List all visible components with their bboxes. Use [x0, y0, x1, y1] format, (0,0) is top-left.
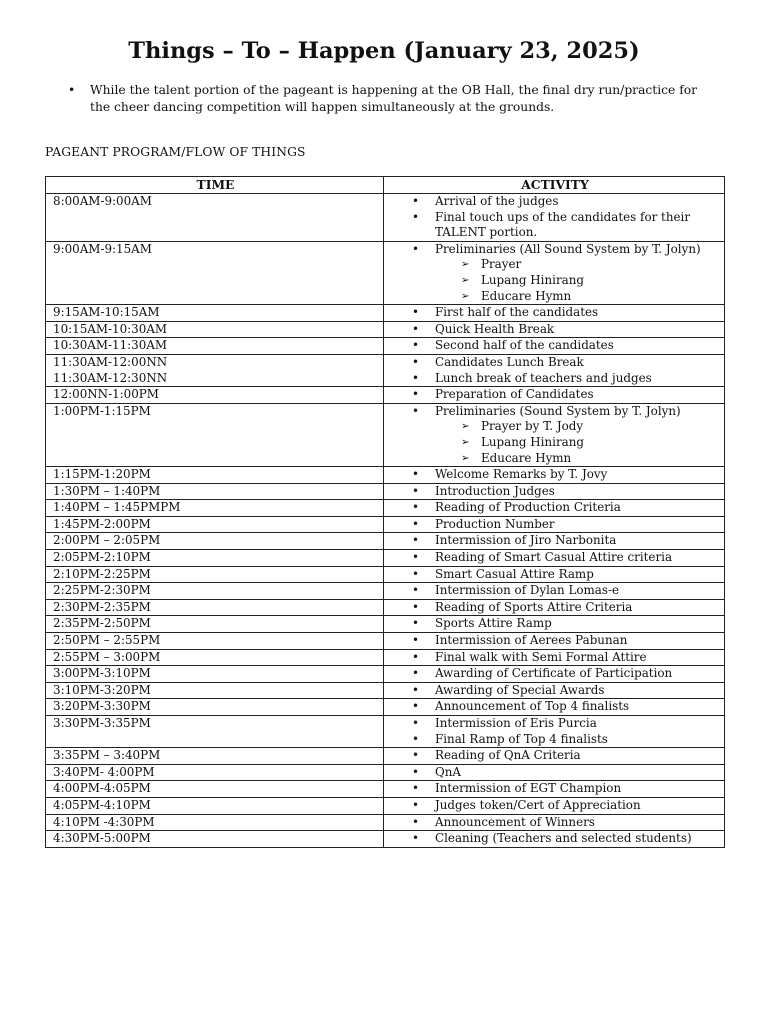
bullet-icon: • — [412, 516, 420, 531]
bullet-icon: • — [412, 403, 420, 418]
sub-activity-text: Educare Hymn — [481, 450, 572, 465]
bullet-icon: • — [412, 716, 420, 730]
activity-list — [390, 550, 720, 566]
time-value: 9:15AM-10:15AM — [53, 305, 160, 320]
time-cell — [46, 682, 384, 699]
activity-cell — [384, 467, 725, 484]
table-row — [46, 354, 725, 386]
time-value: 2:35PM-2:50PM — [53, 616, 151, 631]
activity-cell — [384, 516, 725, 533]
activity-item — [390, 732, 720, 748]
activity-list — [390, 815, 720, 831]
activity-item — [390, 484, 720, 500]
activity-item — [390, 699, 720, 715]
bullet-icon: • — [412, 354, 420, 369]
time-cell — [46, 781, 384, 798]
activity-list — [390, 404, 720, 466]
table-row — [46, 682, 725, 699]
activity-text: Smart Casual Attire Ramp — [435, 566, 594, 581]
activity-list — [390, 699, 720, 715]
activity-cell — [384, 831, 725, 848]
time-cell — [46, 616, 384, 633]
activity-item — [390, 583, 720, 599]
time-value: 11:30AM-12:30NN — [53, 370, 168, 385]
table-row — [46, 403, 725, 466]
time-value: 9:00AM-9:15AM — [53, 241, 152, 256]
activity-text: Sports Attire Ramp — [435, 616, 552, 631]
activity-cell — [384, 649, 725, 666]
activity-text: Judges token/Cert of Appreciation — [435, 797, 641, 812]
activity-list — [390, 338, 720, 354]
time-cell — [46, 716, 384, 748]
activity-cell — [384, 599, 725, 616]
sub-activity-item — [435, 257, 720, 273]
arrow-bullet-icon: ➢ — [461, 274, 470, 286]
time-cell — [46, 831, 384, 848]
activity-text: Final Ramp of Top 4 finalists — [435, 731, 608, 746]
activity-text: Awarding of Certificate of Participation — [435, 666, 673, 681]
time-cell — [46, 748, 384, 765]
activity-cell — [384, 716, 725, 748]
activity-item — [390, 533, 720, 549]
activity-cell — [384, 764, 725, 781]
activity-text: Reading of Smart Casual Attire criteria — [435, 550, 673, 565]
activity-list — [390, 467, 720, 483]
table-row — [46, 305, 725, 322]
arrow-bullet-icon: ➢ — [461, 290, 470, 302]
time-column-header: TIME — [46, 177, 384, 194]
activity-cell — [384, 387, 725, 404]
time-value: 3:00PM-3:10PM — [53, 666, 151, 681]
time-value: 3:20PM-3:30PM — [53, 699, 151, 714]
activity-item — [390, 517, 720, 533]
activity-item — [390, 387, 720, 403]
activity-text: Introduction Judges — [435, 483, 555, 498]
bullet-icon: • — [412, 241, 420, 256]
activity-item — [390, 815, 720, 831]
time-value: 2:10PM-2:25PM — [53, 566, 151, 581]
activity-text: Reading of Production Criteria — [435, 500, 621, 515]
intro-note: • While the talent portion of the pageant is happening at the OB Hall, the final dry run/practice for the cheer dancing competition will happen simultaneously at the grounds. — [70, 82, 710, 115]
activity-text: QnA — [435, 764, 461, 779]
activity-text: Quick Health Break — [435, 321, 555, 336]
activity-item — [390, 567, 720, 583]
activity-item — [390, 798, 720, 814]
activity-item — [390, 765, 720, 781]
activity-text: Second half of the candidates — [435, 338, 614, 353]
activity-text: Intermission of Aerees Pabunan — [435, 633, 628, 648]
arrow-bullet-icon: ➢ — [461, 421, 470, 433]
time-value: 4:30PM-5:00PM — [53, 831, 151, 846]
activity-list — [390, 355, 720, 386]
time-value: 1:45PM-2:00PM — [53, 516, 151, 531]
table-row — [46, 338, 725, 355]
page-title: Things – To – Happen (January 23, 2025) — [128, 38, 640, 64]
activity-list — [390, 748, 720, 764]
activity-list — [390, 387, 720, 403]
table-row — [46, 599, 725, 616]
table-row — [46, 321, 725, 338]
activity-cell — [384, 699, 725, 716]
table-row — [46, 616, 725, 633]
activity-list — [390, 831, 720, 847]
bullet-icon: • — [412, 533, 420, 548]
time-cell — [46, 516, 384, 533]
table-row — [46, 748, 725, 765]
activity-text: Intermission of Eris Purcia — [435, 716, 597, 730]
activity-cell — [384, 194, 725, 242]
time-value: 1:30PM – 1:40PM — [53, 483, 161, 498]
table-row — [46, 194, 725, 242]
activity-cell — [384, 666, 725, 683]
sub-activity-item — [435, 273, 720, 289]
bullet-icon: • — [412, 194, 420, 208]
activity-item — [390, 616, 720, 632]
bullet-icon: • — [412, 500, 420, 515]
bullet-icon: • — [412, 781, 420, 796]
time-cell — [46, 354, 384, 386]
table-row — [46, 781, 725, 798]
time-cell — [46, 599, 384, 616]
bullet-icon: • — [412, 748, 420, 763]
time-cell — [46, 797, 384, 814]
sub-activity-item — [435, 435, 720, 451]
activity-text: Preparation of Candidates — [435, 387, 594, 402]
activity-text: Intermission of EGT Champion — [435, 781, 622, 796]
time-value: 1:15PM-1:20PM — [53, 467, 151, 482]
activity-text: Lunch break of teachers and judges — [435, 370, 652, 385]
time-value: 3:35PM – 3:40PM — [53, 748, 161, 763]
activity-cell — [384, 566, 725, 583]
time-value: 2:00PM – 2:05PM — [53, 533, 161, 548]
table-row — [46, 633, 725, 650]
activity-text: Announcement of Winners — [435, 814, 595, 829]
activity-cell — [384, 633, 725, 650]
activity-text: Reading of Sports Attire Criteria — [435, 599, 633, 614]
time-cell — [46, 403, 384, 466]
time-cell — [46, 467, 384, 484]
activity-cell — [384, 781, 725, 798]
table-row — [46, 831, 725, 848]
sub-activity-item — [435, 289, 720, 305]
activity-cell — [384, 338, 725, 355]
time-value: 1:40PM – 1:45PMPM — [53, 500, 181, 515]
time-value: 4:05PM-4:10PM — [53, 797, 151, 812]
activity-item — [390, 355, 720, 371]
activity-text: Final walk with Semi Formal Attire — [435, 649, 647, 664]
activity-cell — [384, 550, 725, 567]
bullet-icon: • — [412, 467, 420, 482]
activity-list — [390, 650, 720, 666]
activity-item — [390, 781, 720, 797]
activity-list — [390, 716, 720, 747]
time-cell — [46, 633, 384, 650]
time-value: 4:10PM -4:30PM — [53, 814, 155, 829]
activity-list — [390, 683, 720, 699]
bullet-icon: • — [412, 797, 420, 812]
activity-item — [390, 338, 720, 354]
activity-item — [390, 831, 720, 847]
time-cell — [46, 764, 384, 781]
sub-activity-text: Lupang Hinirang — [481, 272, 584, 287]
time-cell — [46, 649, 384, 666]
sub-activity-list — [435, 419, 720, 466]
activity-item — [390, 650, 720, 666]
activity-text: Final touch ups of the candidates for their TALENT portion. — [435, 209, 691, 240]
table-row — [46, 666, 725, 683]
table-row — [46, 467, 725, 484]
activity-list — [390, 484, 720, 500]
bullet-icon: • — [412, 305, 420, 320]
time-cell — [46, 533, 384, 550]
bullet-icon: • — [412, 566, 420, 581]
table-row — [46, 814, 725, 831]
time-value: 4:00PM-4:05PM — [53, 781, 151, 796]
activity-list — [390, 765, 720, 781]
activity-item — [390, 633, 720, 649]
sub-activity-text: Prayer — [481, 257, 522, 272]
activity-cell — [384, 616, 725, 633]
activity-text: Candidates Lunch Break — [435, 354, 584, 369]
section-label: PAGEANT PROGRAM/FLOW OF THINGS — [45, 145, 306, 159]
activity-column-header: ACTIVITY — [384, 177, 725, 194]
activity-text: Reading of QnA Criteria — [435, 748, 581, 763]
bullet-icon: • — [412, 616, 420, 631]
bullet-icon: • — [412, 666, 420, 681]
intro-list — [70, 82, 710, 115]
activity-cell — [384, 483, 725, 500]
activity-list — [390, 305, 720, 321]
time-value: 10:30AM-11:30AM — [53, 338, 168, 353]
activity-list — [390, 322, 720, 338]
sub-activity-list — [435, 257, 720, 304]
time-value: 12:00NN-1:00PM — [53, 387, 159, 402]
schedule-body — [46, 194, 725, 848]
bullet-icon: • — [412, 764, 420, 779]
time-cell — [46, 666, 384, 683]
time-cell — [46, 194, 384, 242]
time-value: 8:00AM-9:00AM — [53, 194, 152, 208]
activity-cell — [384, 241, 725, 304]
activity-item — [390, 716, 720, 732]
time-value: 1:00PM-1:15PM — [53, 403, 151, 418]
activity-text: First half of the candidates — [435, 305, 599, 320]
activity-cell — [384, 682, 725, 699]
time-value: 2:30PM-2:35PM — [53, 599, 151, 614]
activity-list — [390, 583, 720, 599]
bullet-icon: • — [412, 370, 420, 385]
time-cell — [46, 583, 384, 600]
activity-text: Arrival of the judges — [435, 194, 559, 208]
table-header-row — [46, 177, 725, 194]
table-row — [46, 583, 725, 600]
activity-list — [390, 666, 720, 682]
bullet-icon: • — [412, 599, 420, 614]
activity-list — [390, 194, 720, 241]
activity-cell — [384, 403, 725, 466]
activity-cell — [384, 321, 725, 338]
bullet-icon: • — [412, 387, 420, 402]
bullet-icon: • — [412, 699, 420, 714]
time-value: 3:40PM- 4:00PM — [53, 764, 155, 779]
activity-list — [390, 616, 720, 632]
arrow-bullet-icon: ➢ — [461, 452, 470, 464]
time-cell — [46, 338, 384, 355]
arrow-bullet-icon: ➢ — [461, 436, 470, 448]
table-row — [46, 764, 725, 781]
activity-cell — [384, 533, 725, 550]
time-value: 10:15AM-10:30AM — [53, 321, 168, 336]
bullet-icon: • — [412, 682, 420, 697]
activity-text: Awarding of Special Awards — [435, 682, 605, 697]
activity-list — [390, 567, 720, 583]
bullet-icon: • — [412, 483, 420, 498]
bullet-icon: • — [412, 831, 420, 846]
activity-list — [390, 798, 720, 814]
bullet-icon: • — [412, 550, 420, 565]
activity-text: Production Number — [435, 516, 555, 531]
activity-item — [390, 194, 720, 210]
activity-cell — [384, 500, 725, 517]
activity-item — [390, 242, 720, 304]
activity-list — [390, 781, 720, 797]
activity-item — [390, 600, 720, 616]
activity-cell — [384, 748, 725, 765]
arrow-bullet-icon: ➢ — [461, 259, 470, 271]
activity-item — [390, 666, 720, 682]
table-row — [46, 716, 725, 748]
activity-cell — [384, 797, 725, 814]
activity-text: Intermission of Dylan Lomas-e — [435, 583, 620, 598]
activity-item — [390, 371, 720, 387]
activity-text: Preliminaries (All Sound System by T. Jolyn) — [435, 241, 701, 256]
time-cell — [46, 500, 384, 517]
activity-cell — [384, 305, 725, 322]
bullet-icon: • — [412, 731, 420, 746]
activity-list — [390, 517, 720, 533]
time-value: 11:30AM-12:00NN — [53, 354, 168, 369]
activity-item — [390, 404, 720, 466]
time-cell — [46, 566, 384, 583]
table-row — [46, 500, 725, 517]
activity-text: Welcome Remarks by T. Jovy — [435, 467, 608, 482]
time-cell — [46, 305, 384, 322]
bullet-icon: • — [412, 321, 420, 336]
activity-item — [390, 322, 720, 338]
sub-activity-text: Prayer by T. Jody — [481, 419, 584, 434]
time-cell — [46, 550, 384, 567]
activity-text: Announcement of Top 4 finalists — [435, 699, 630, 714]
activity-list — [390, 600, 720, 616]
time-cell — [46, 241, 384, 304]
time-cell — [46, 321, 384, 338]
activity-item — [390, 550, 720, 566]
activity-list — [390, 242, 720, 304]
activity-list — [390, 533, 720, 549]
activity-cell — [384, 814, 725, 831]
sub-activity-text: Educare Hymn — [481, 288, 572, 303]
activity-text: Intermission of Jiro Narbonita — [435, 533, 617, 548]
table-row — [46, 387, 725, 404]
time-value: 2:50PM – 2:55PM — [53, 633, 161, 648]
activity-item — [390, 500, 720, 516]
activity-cell — [384, 354, 725, 386]
activity-cell — [384, 583, 725, 600]
activity-list — [390, 500, 720, 516]
table-row — [46, 550, 725, 567]
bullet-icon: • — [412, 209, 420, 224]
time-value: 3:30PM-3:35PM — [53, 716, 151, 730]
bullet-icon: • — [412, 814, 420, 829]
activity-item — [390, 467, 720, 483]
time-cell — [46, 814, 384, 831]
activity-text: Cleaning (Teachers and selected students) — [435, 831, 692, 846]
table-row — [46, 649, 725, 666]
sub-activity-text: Lupang Hinirang — [481, 434, 584, 449]
activity-item — [390, 748, 720, 764]
schedule-table — [45, 176, 725, 848]
time-value: 3:10PM-3:20PM — [53, 682, 151, 697]
sub-activity-item — [435, 451, 720, 467]
table-row — [46, 797, 725, 814]
time-value: 2:25PM-2:30PM — [53, 583, 151, 598]
table-row — [46, 566, 725, 583]
bullet-icon: • — [412, 583, 420, 598]
activity-item — [390, 305, 720, 321]
bullet-icon: • — [412, 649, 420, 664]
time-cell — [46, 483, 384, 500]
table-row — [46, 241, 725, 304]
activity-list — [390, 633, 720, 649]
activity-item — [390, 683, 720, 699]
time-cell — [46, 699, 384, 716]
sub-activity-item — [435, 419, 720, 435]
bullet-icon: • — [412, 633, 420, 648]
bullet-icon: • — [412, 338, 420, 353]
table-row — [46, 483, 725, 500]
table-row — [46, 516, 725, 533]
time-value: 2:05PM-2:10PM — [53, 550, 151, 565]
activity-text: Preliminaries (Sound System by T. Jolyn) — [435, 403, 681, 418]
table-row — [46, 533, 725, 550]
time-cell — [46, 387, 384, 404]
time-value: 2:55PM – 3:00PM — [53, 649, 161, 664]
activity-item — [390, 210, 720, 241]
table-row — [46, 699, 725, 716]
